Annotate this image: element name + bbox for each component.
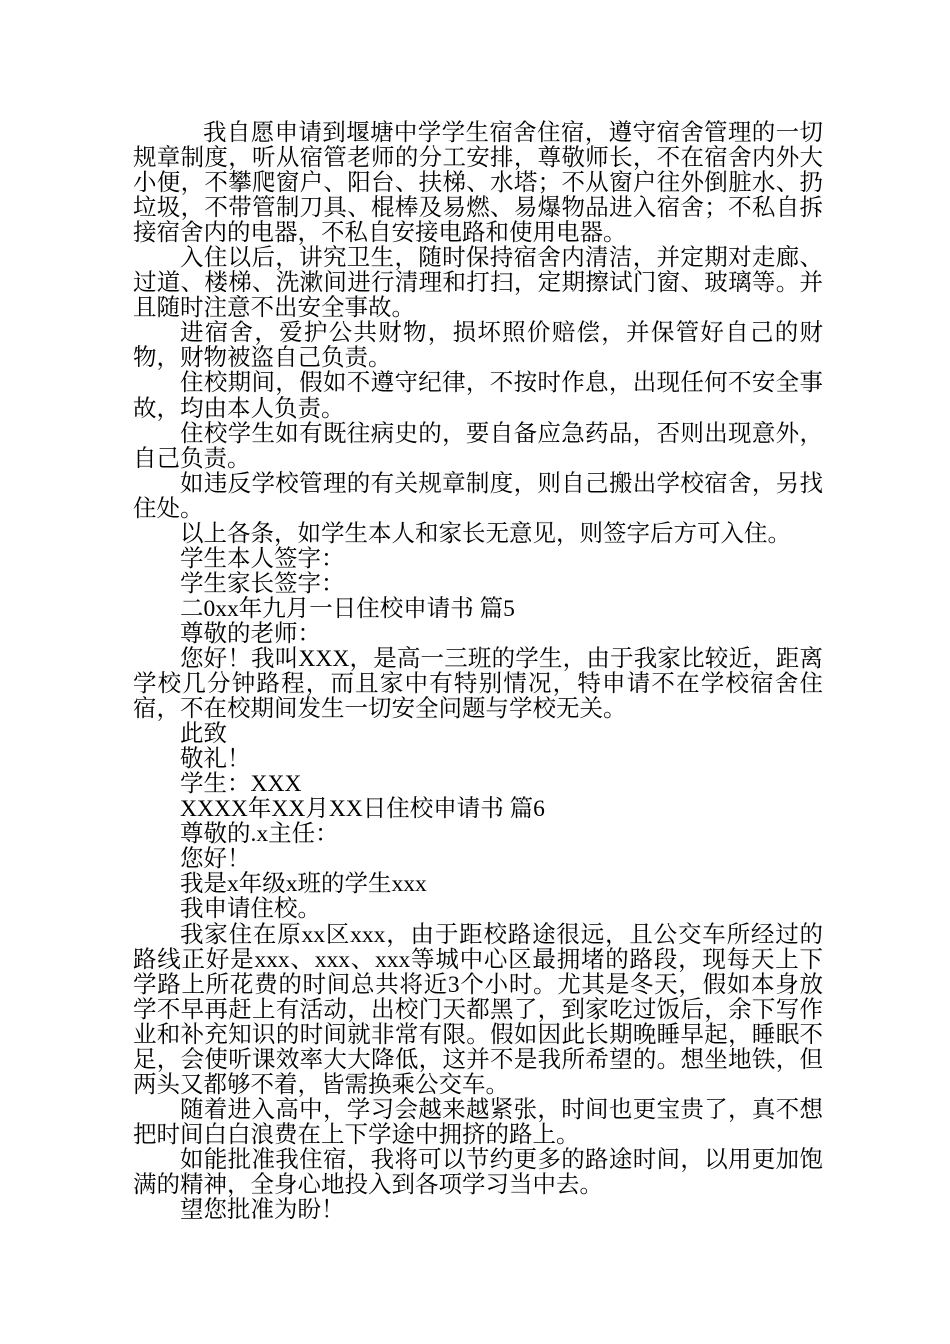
paragraph: 住校学生如有既往病史的，要自备应急药品，否则出现意外，自己负责。 (133, 420, 823, 472)
paragraph: 我自愿申请到堰塘中学学生宿舍住宿，遵守宿舍管理的一切规章制度，听从宿管老师的分工安排，尊敬师长，不在宿舍内外大小便，不攀爬窗户、阳台、扶梯、水塔；不从窗户往外倒脏水、扔垃圾，不带管制刀具、棍棒及易燃、易爆物品进入宿舍；不私自拆接宿舍内的电器，不私自安接电路和使用电器。 (133, 120, 823, 247)
paragraph: 我家住在原xx区xxx，由于距校路途很远，且公交车所经过的路线正好是xxx、xxx、xxx等城中心区最拥堵的路段，现每天上下学路上所花费的时间总共将近3个小时。尤其是冬天，假如本身放学不早再赶上有活动，出校门天都黑了，到家吃过饭后，余下写作业和补充知识的时间就非常有限。假如因此长期晚睡早起，睡眠不足，会使听课效率大大降低，这并不是我所希望的。想坐地铁，但两头又都够不着，皆需换乘公交车。 (133, 921, 823, 1098)
paragraph: 入住以后，讲究卫生，随时保持宿舍内清洁，并定期对走廊、过道、楼梯、洗漱间进行清理和打扫，定期擦试门窗、玻璃等。并且随时注意不出安全事故。 (133, 245, 823, 322)
signature-line-parent: 学生家长签字： (180, 570, 345, 597)
paragraph: 如能批准我住宿，我将可以节约更多的路途时间，以用更加饱满的精神，全身心地投入到各项学习当中去。 (133, 1146, 823, 1198)
signature-line-student: 学生本人签字： (180, 545, 345, 572)
paragraph: 我是x年级x班的学生xxx (180, 871, 427, 898)
paragraph: 您好！我叫XXX，是高一三班的学生，由于我家比较近，距离学校几分钟路程，而且家中有特别情况，特申请不在学校宿舍住宿，不在校期间发生一切安全问题与学校无关。 (133, 645, 823, 723)
closing-cizhi: 此致 (180, 721, 227, 748)
section-heading: XXXX年XX月XX日住校申请书 篇6 (180, 796, 545, 823)
salutation: 尊敬的老师： (180, 620, 321, 647)
paragraph: 以上各条，如学生本人和家长无意见，则签字后方可入住。 (180, 520, 791, 547)
closing-jingli: 敬礼！ (180, 746, 251, 773)
salutation: 尊敬的.x主任： (180, 821, 339, 848)
paragraph: 进宿舍，爱护公共财物，损坏照价赔偿，并保管好自己的财物，财物被盗自己负责。 (133, 320, 823, 372)
section-heading: 二0xx年九月一日住校申请书 篇5 (180, 595, 515, 622)
paragraph: 我申请住校。 (180, 896, 321, 923)
greeting: 您好！ (180, 846, 251, 873)
paragraph: 随着进入高中，学习会越来越紧张，时间也更宝贵了，真不想把时间白白浪费在上下学途中拥挤的路上。 (133, 1096, 823, 1148)
document-text-block (133, 121, 823, 1223)
paragraph: 望您批准为盼！ (180, 1197, 345, 1224)
signature-student-name: 学生：XXX (180, 771, 302, 798)
paragraph: 住校期间，假如不遵守纪律，不按时作息，出现任何不安全事故，均由本人负责。 (133, 370, 823, 422)
paragraph: 如违反学校管理的有关规章制度，则自己搬出学校宿舍，另找住处。 (133, 470, 823, 522)
